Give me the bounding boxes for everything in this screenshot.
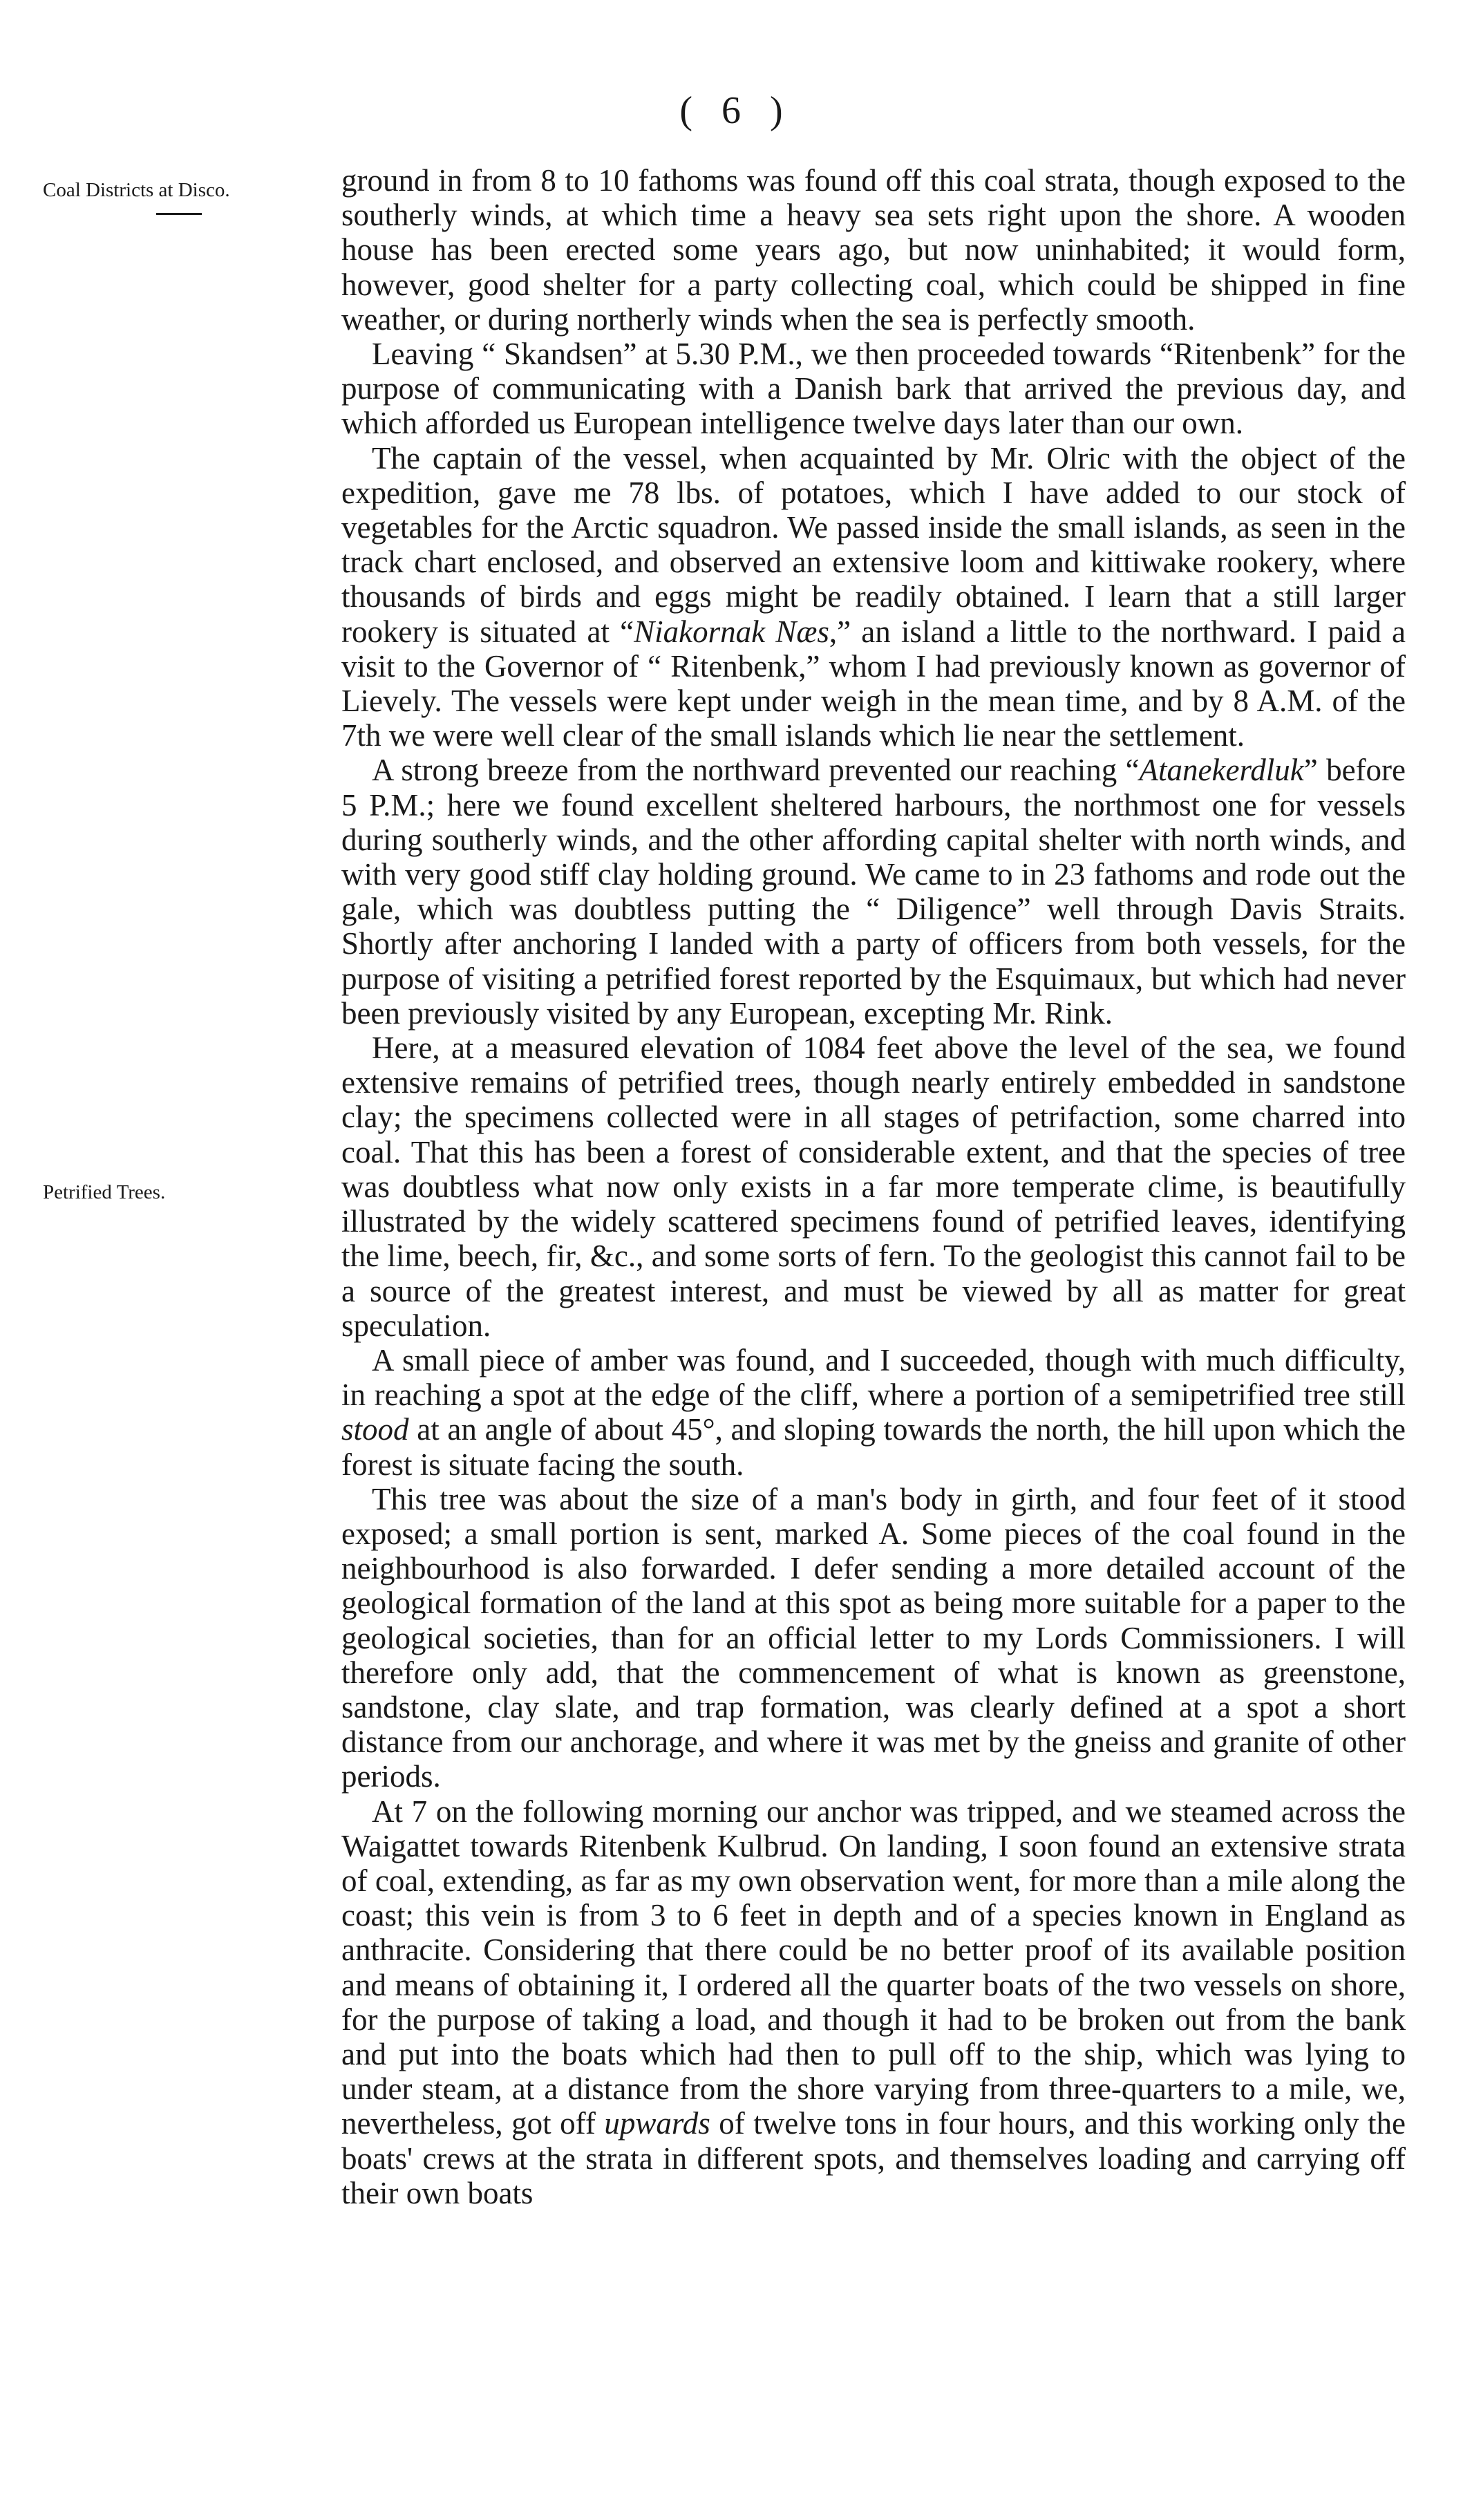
margin-note-coal-districts: Coal Districts at Disco. xyxy=(43,179,230,201)
paragraph-text: ” before 5 P.M.; here we found excellent sheltered harbours, the northmost one for vessels during southerly winds, and the other affording capital shelter with north winds, and with very good stiff clay holding ground. We came to in 23 fathoms and rode out the gale, which was doubtless putting the “ Diligence” well through Davis Straits. Shortly after anchoring I landed with a party of officers from both vessels, for the purpose of visiting a petrified forest reported by the Esquimaux, but which had never been previously visited by any European, excepting Mr. Rink. xyxy=(341,753,1406,1031)
paragraph-text: Here, at a measured elevation of 1084 feet above the level of the sea, we found extensive remains of petrified trees, though nearly entirely embedded in sandstone clay; the specimens collected were in all stages of petrifaction, some charred into coal. That this has been a forest of considerable extent, and that the species of tree was doubtless what now only exists in a far more temperate clime, is beautifully illustrated by the widely scattered specimens found of petrified leaves, identifying the lime, beech, fir, &c., and some sorts of fern. To the geologist this cannot fail to be a source of the greatest interest, and must be viewed by all as matter for great speculation. xyxy=(341,1031,1406,1343)
italic-place-name: Niakornak Næs xyxy=(634,614,829,649)
paragraph xyxy=(341,441,1406,753)
paragraph xyxy=(341,753,1406,1031)
paragraph-text: at an angle of about 45°, and sloping towards the north, the hill upon which the forest is situate facing the south. xyxy=(341,1412,1406,1482)
italic-word: upwards xyxy=(604,2106,710,2141)
paragraph-text: At 7 on the following morning our anchor was tripped, and we steamed across the Waigattet towards Ritenbenk Kulbrud. On landing, I soon found an extensive strata of coal, extending, as far as my own observation went, for more than a mile along the coast; this vein is from 3 to 6 feet in depth and of a species known in England as anthracite. Considering that there could be no better proof of its available position and means of obtaining it, I ordered all the quarter boats of the two vessels on shore, for the purpose of taking a load, and though it had to be broken out from the bank and put into the boats which had then to pull off to the ship, which was lying to under steam, at a distance from the shore varying from three-quarters to a mile, we, nevertheless, got off xyxy=(341,1794,1406,2141)
paragraph xyxy=(341,1794,1406,2210)
paragraph xyxy=(341,1031,1406,1343)
paragraph-text: ground in from 8 to 10 fathoms was found off this coal strata, though exposed to the southerly winds, at which time a heavy sea sets right upon the shore. A wooden house has been erected some years ago, but now uninhabited; it would form, however, good shelter for a party collecting coal, which could be shipped in fine weather, or during northerly winds when the sea is perfectly smooth. xyxy=(341,163,1406,337)
paragraph xyxy=(341,163,1406,337)
body-text xyxy=(341,163,1406,2210)
paragraph-text: A strong breeze from the northward prevented our reaching “ xyxy=(372,753,1140,788)
margin-note-rule xyxy=(156,213,202,215)
paragraph xyxy=(341,1482,1406,1794)
italic-word: stood xyxy=(341,1412,409,1447)
paragraph-text: A small piece of amber was found, and I succeeded, though with much difficulty, in reaching a spot at the edge of the cliff, where a portion of a semipetrified tree still xyxy=(341,1342,1406,1413)
paragraph-text: The captain of the vessel, when acquainted by Mr. Olric with the object of the expedition, gave me 78 lbs. of potatoes, which I have added to our stock of vegetables for the Arctic squadron. We passed inside the small islands, as seen in the track chart enclosed, and observed an extensive loom and kittiwake rookery, where thousands of birds and eggs might be readily obtained. I learn that a still larger rookery is situated at “ xyxy=(341,440,1406,649)
italic-place-name: Atanekerdluk xyxy=(1139,753,1304,788)
paragraph-text: Leaving “ Skandsen” at 5.30 P.M., we then proceeded towards “Ritenbenk” for the purpose of communicating with a Danish bark that arrived the previous day, and which afforded us European intelligence twelve days later than our own. xyxy=(341,337,1406,441)
paragraph-text: ,” an island a little to the northward. I paid a visit to the Governor of “ Ritenbenk,” whom I had previously known as governor of Lievely. The vessels were kept under weigh in the mean time, and by 8 A.M. of the 7th we were well clear of the small islands which lie near the settlement. xyxy=(341,614,1406,753)
page-number: ( 6 ) xyxy=(679,89,793,132)
margin-note-petrified-trees: Petrified Trees. xyxy=(43,1181,166,1203)
paragraph xyxy=(341,1343,1406,1482)
paragraph-text: This tree was about the size of a man's body in girth, and four feet of it stood exposed; a small portion is sent, marked A. Some pieces of the coal found in the neighbourhood is also forwarded. I defer sending a more detailed account of the geological formation of the land at this spot as being more suitable for a paper to the geological societies, than for an official letter to my Lords Commissioners. I will therefore only add, that the commencement of what is known as greenstone, sandstone, clay slate, and trap formation, was clearly defined at a spot a short distance from our anchorage, and where it was met by the gneiss and granite of other periods. xyxy=(341,1481,1406,1794)
paragraph-text: of twelve tons in four hours, and this working only the boats' crews at the strata in different spots, and themselves loading and carrying off their own boats xyxy=(341,2106,1406,2210)
paragraph xyxy=(341,337,1406,441)
